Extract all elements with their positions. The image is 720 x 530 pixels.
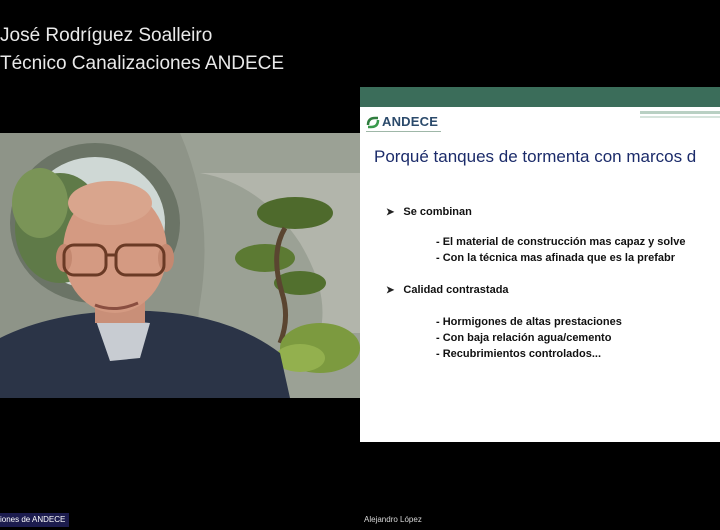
sub-item: - Con baja relación agua/cemento [436, 332, 612, 344]
participant-name-tag[interactable]: Alejandro López [364, 515, 422, 524]
slide-top-bar [360, 87, 720, 107]
bullet-calidad-contrastada [386, 284, 509, 296]
logo-underline [366, 131, 441, 132]
logo-text: ANDECE [382, 114, 439, 129]
participant-name-tag[interactable]: iones de ANDECE [0, 513, 69, 527]
sub-item: - Con la técnica mas afinada que es la prefabr [436, 252, 676, 264]
arrowhead-bullet-icon: ➤ [386, 206, 395, 218]
speaker-caption [0, 22, 284, 78]
arrowhead-bullet-icon: ➤ [386, 284, 395, 296]
shared-slide [360, 87, 720, 442]
bullet-heading: Se combinan [403, 206, 472, 218]
bullet-heading: Calidad contrastada [403, 284, 509, 296]
speaker-video-tile[interactable] [0, 133, 360, 398]
sub-item: - El material de construcción mas capaz y solve [436, 236, 686, 248]
speaker-video-feed [0, 133, 360, 398]
slide-stripe [640, 111, 720, 114]
andece-logo [366, 114, 438, 129]
speaker-role: Técnico Canalizaciones ANDECE [0, 53, 285, 74]
speaker-name: José Rodríguez Soalleiro [0, 25, 213, 46]
sub-item: - Hormigones de altas prestaciones [436, 316, 622, 328]
sub-item: - Recubrimientos controlados... [436, 348, 602, 360]
bullet-se-combinan [386, 206, 472, 218]
slide-stripe [640, 116, 720, 118]
slide-title: Porqué tanques de tormenta con marcos d [374, 147, 697, 166]
andece-logo-icon [366, 115, 380, 129]
